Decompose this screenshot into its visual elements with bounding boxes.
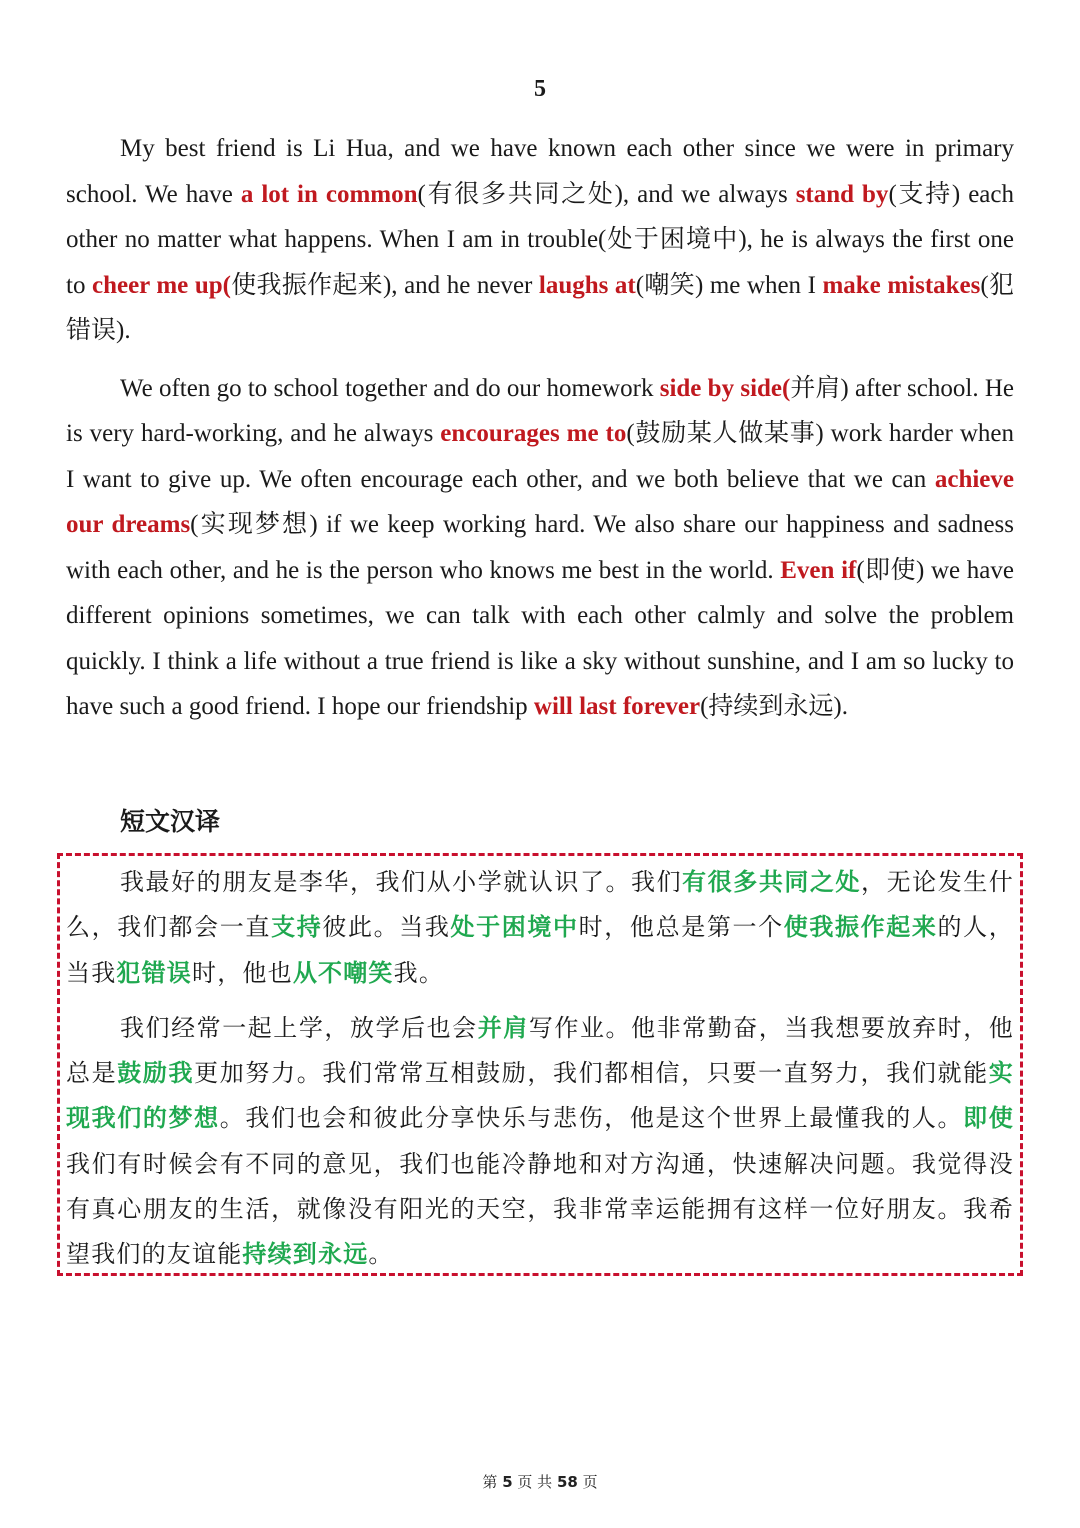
highlight-phrase: 持续到永远 <box>242 1240 369 1269</box>
essay-paragraph-2: We often go to school together and do our homework side by side(并肩) after school. He is very hard-working, and he always encourages me to(鼓励某人做某事) work harder when I want to give up. We often encourage each other, and we both believe that we can achieve our dreams(实现梦想) if we keep working hard. We also share our happiness and sadness with each other, and he is the person who knows me best in the world. Even if(即使) we have different opinions sometimes, we can talk with each other calmly and solve the problem quickly. I think a life without a true friend is like a sky without sunshine, and I am so lucky to have such a good friend. I hope our friendship will last forever(持续到永远). <box>66 374 1014 720</box>
highlight-phrase: achieve our dreams <box>66 465 1014 538</box>
highlight-phrase: side by side( <box>659 374 791 402</box>
highlight-phrase: 鼓励我 <box>117 1059 195 1088</box>
highlight-phrase: 从不嘲笑 <box>292 958 394 987</box>
highlight-phrase: 并肩 <box>477 1013 529 1042</box>
page-footer: 第 5 页 共 58 页 <box>482 1473 598 1491</box>
translation-paragraph-1: 我最好的朋友是李华，我们从小学就认识了。我们有很多共同之处，无论发生什么，我们都会一直支持彼此。当我处于困境中时，他总是第一个使我振作起来的人，当我犯错误时，他也从不嘲笑我。 <box>66 868 1014 987</box>
footer-current-page: 5 <box>502 1473 513 1491</box>
highlight-phrase: 支持 <box>271 913 323 942</box>
highlight-phrase: stand by <box>795 180 889 208</box>
highlight-phrase: 有很多共同之处 <box>682 868 862 896</box>
english-essay <box>66 126 1014 742</box>
translation-paragraph-2: 我们经常一起上学，放学后也会并肩写作业。他非常勤奋，当我想要放弃时，他总是鼓励我更加努力。我们常常互相鼓励，我们都相信，只要一直努力，我们就能实现我们的梦想。我们也会和彼此分享快乐与悲伤，他是这个世界上最懂我的人。即使我们有时候会有不同的意见，我们也能冷静地和对方沟通，快速解决问题。我觉得没有真心朋友的生活，就像没有阳光的天空，我非常幸运能拥有这样一位好朋友。我希望我们的友谊能持续到永远。 <box>66 1013 1014 1269</box>
highlight-phrase: Even if <box>780 556 857 584</box>
translation-heading: 短文汉译 <box>120 807 221 836</box>
highlight-phrase: make mistakes <box>822 271 981 299</box>
highlight-phrase: cheer me up( <box>91 271 231 299</box>
chinese-translation <box>66 860 1014 1288</box>
highlight-phrase: 犯错误 <box>116 958 193 987</box>
highlight-phrase: encourages me to <box>440 420 627 447</box>
footer-total-pages: 58 <box>556 1473 578 1491</box>
highlight-phrase: 实现我们的梦想 <box>66 1059 1014 1133</box>
highlight-phrase: will last forever <box>533 693 701 720</box>
highlight-phrase: laughs at <box>538 271 636 299</box>
highlight-phrase: 即使 <box>963 1104 1014 1133</box>
highlight-phrase: 使我振作起来 <box>783 913 938 942</box>
highlight-phrase: 处于困境中 <box>450 913 579 942</box>
essay-paragraph-1: My best friend is Li Hua, and we have known each other since we were in primary school. We have a lot in common(有很多共同之处), and we always stand by(支持) each other no matter what happens. When I am in trouble(处于困境中), he is always the first one to cheer me up(使我振作起来), and he never laughs at(嘲笑) me when I make mistakes(犯错误). <box>66 135 1014 344</box>
page-number: 5 <box>534 76 546 102</box>
highlight-phrase: a lot in common <box>240 180 418 208</box>
